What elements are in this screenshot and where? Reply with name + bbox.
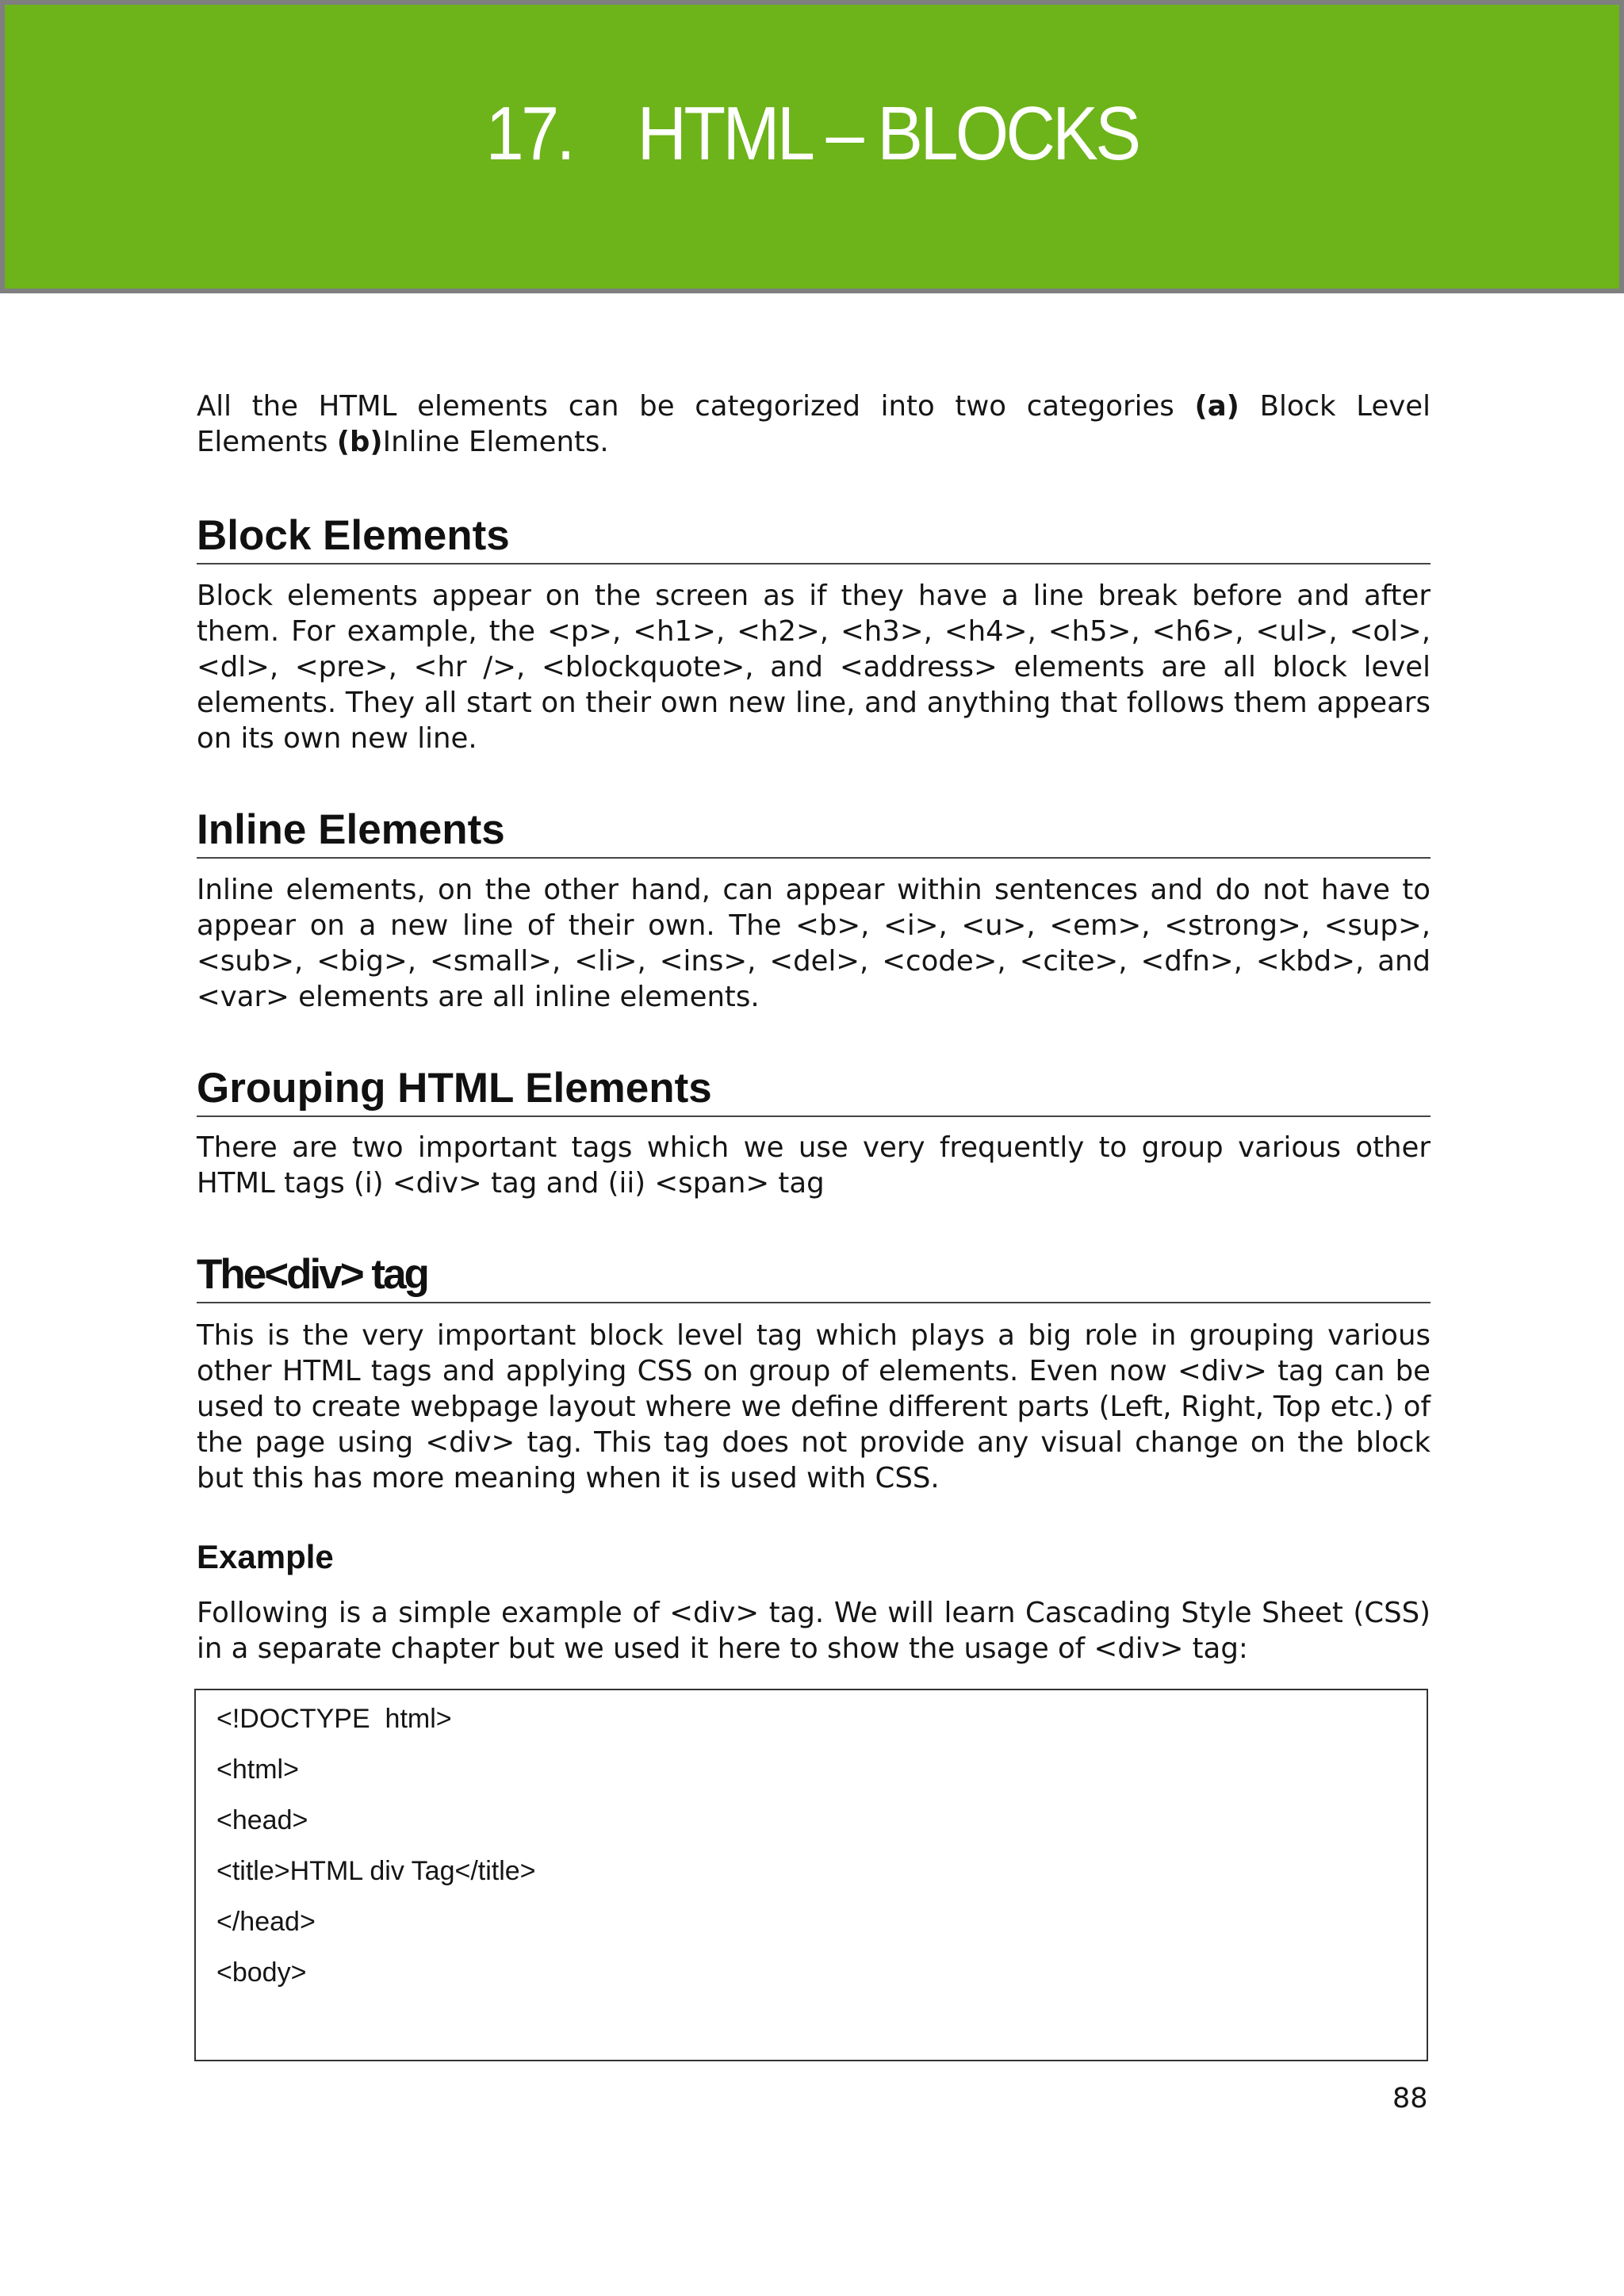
example-paragraph: Following is a simple example of <div> tag. We will learn Cascading Style Sheet (CSS) in a separate chapter but we used it here to show the usage of <div> tag: [197,1597,1431,1665]
page-number: 88 [1392,2083,1428,2114]
code-line: <html> [216,1755,299,1785]
heading-block-elements [197,511,1431,564]
grouping-paragraph: There are two important tags which we use very frequently to group various other HTML tags (i) <div> tag and (ii) <span> tag [197,1131,1431,1200]
intro-text-a: All the HTML elements can be categorized into two categories [197,390,1195,423]
chapter-title: 17. HTML – BLOCKS [485,91,1139,176]
code-line: <title>HTML div Tag</title> [216,1856,536,1886]
heading-div-tag [197,1249,1431,1303]
block-elements-paragraph: Block elements appear on the screen as if they have a line break before and after them. For example, the <p>, <h1>, <h2>, <h3>, <h4>, <h5>, <h6>, <ul>, <ol>, <dl>, <pre>, <hr />, <blockquote>, and <address> elements are all block level elements. They all start on their own new line, and anything that follows them appears on its own new line. [197,580,1431,755]
code-line: <head> [216,1805,308,1835]
intro-marker-a: (a) [1194,390,1239,423]
heading-grouping-html-elements [197,1063,1431,1117]
heading-grouping-text: Grouping HTML Elements [197,1065,712,1112]
heading-example: Example [197,1538,334,1575]
heading-inline-elements [197,805,1431,859]
intro-text-b: Block Level Elements [197,390,1431,458]
intro-marker-b: (b) [336,426,383,458]
heading-block-elements-text: Block Elements [197,512,510,559]
code-line: <body> [216,1957,307,1988]
intro-text-c: Inline Elements. [382,426,609,458]
heading-div-tag-text: The<div> tag [197,1251,427,1298]
intro-paragraph [197,388,1431,460]
inline-elements-paragraph: Inline elements, on the other hand, can appear within sentences and do not have to appear on a new line of their own. The <b>, <i>, <u>, <em>, <strong>, <sup>, <sub>, <big>, <small>, <li>, <ins>, <del>, <code>, <cite>, <dfn>, <kbd>, and <var> elements are all inline elements. [197,874,1431,1013]
code-line: </head> [216,1907,316,1937]
code-line: <!DOCTYPE html> [216,1704,452,1734]
div-tag-paragraph: This is the very important block level tag which plays a big role in grouping various other HTML tags and applying CSS on group of elements. Even now <div> tag can be used to create webpage layout where we define different parts (Left, Right, Top etc.) of the page using <div> tag. This tag does not provide any visual change on the block but this has more meaning when it is used with CSS. [197,1319,1431,1494]
chapter-banner [0,0,1624,293]
code-example-box [194,1689,1428,2061]
heading-inline-elements-text: Inline Elements [197,806,505,853]
